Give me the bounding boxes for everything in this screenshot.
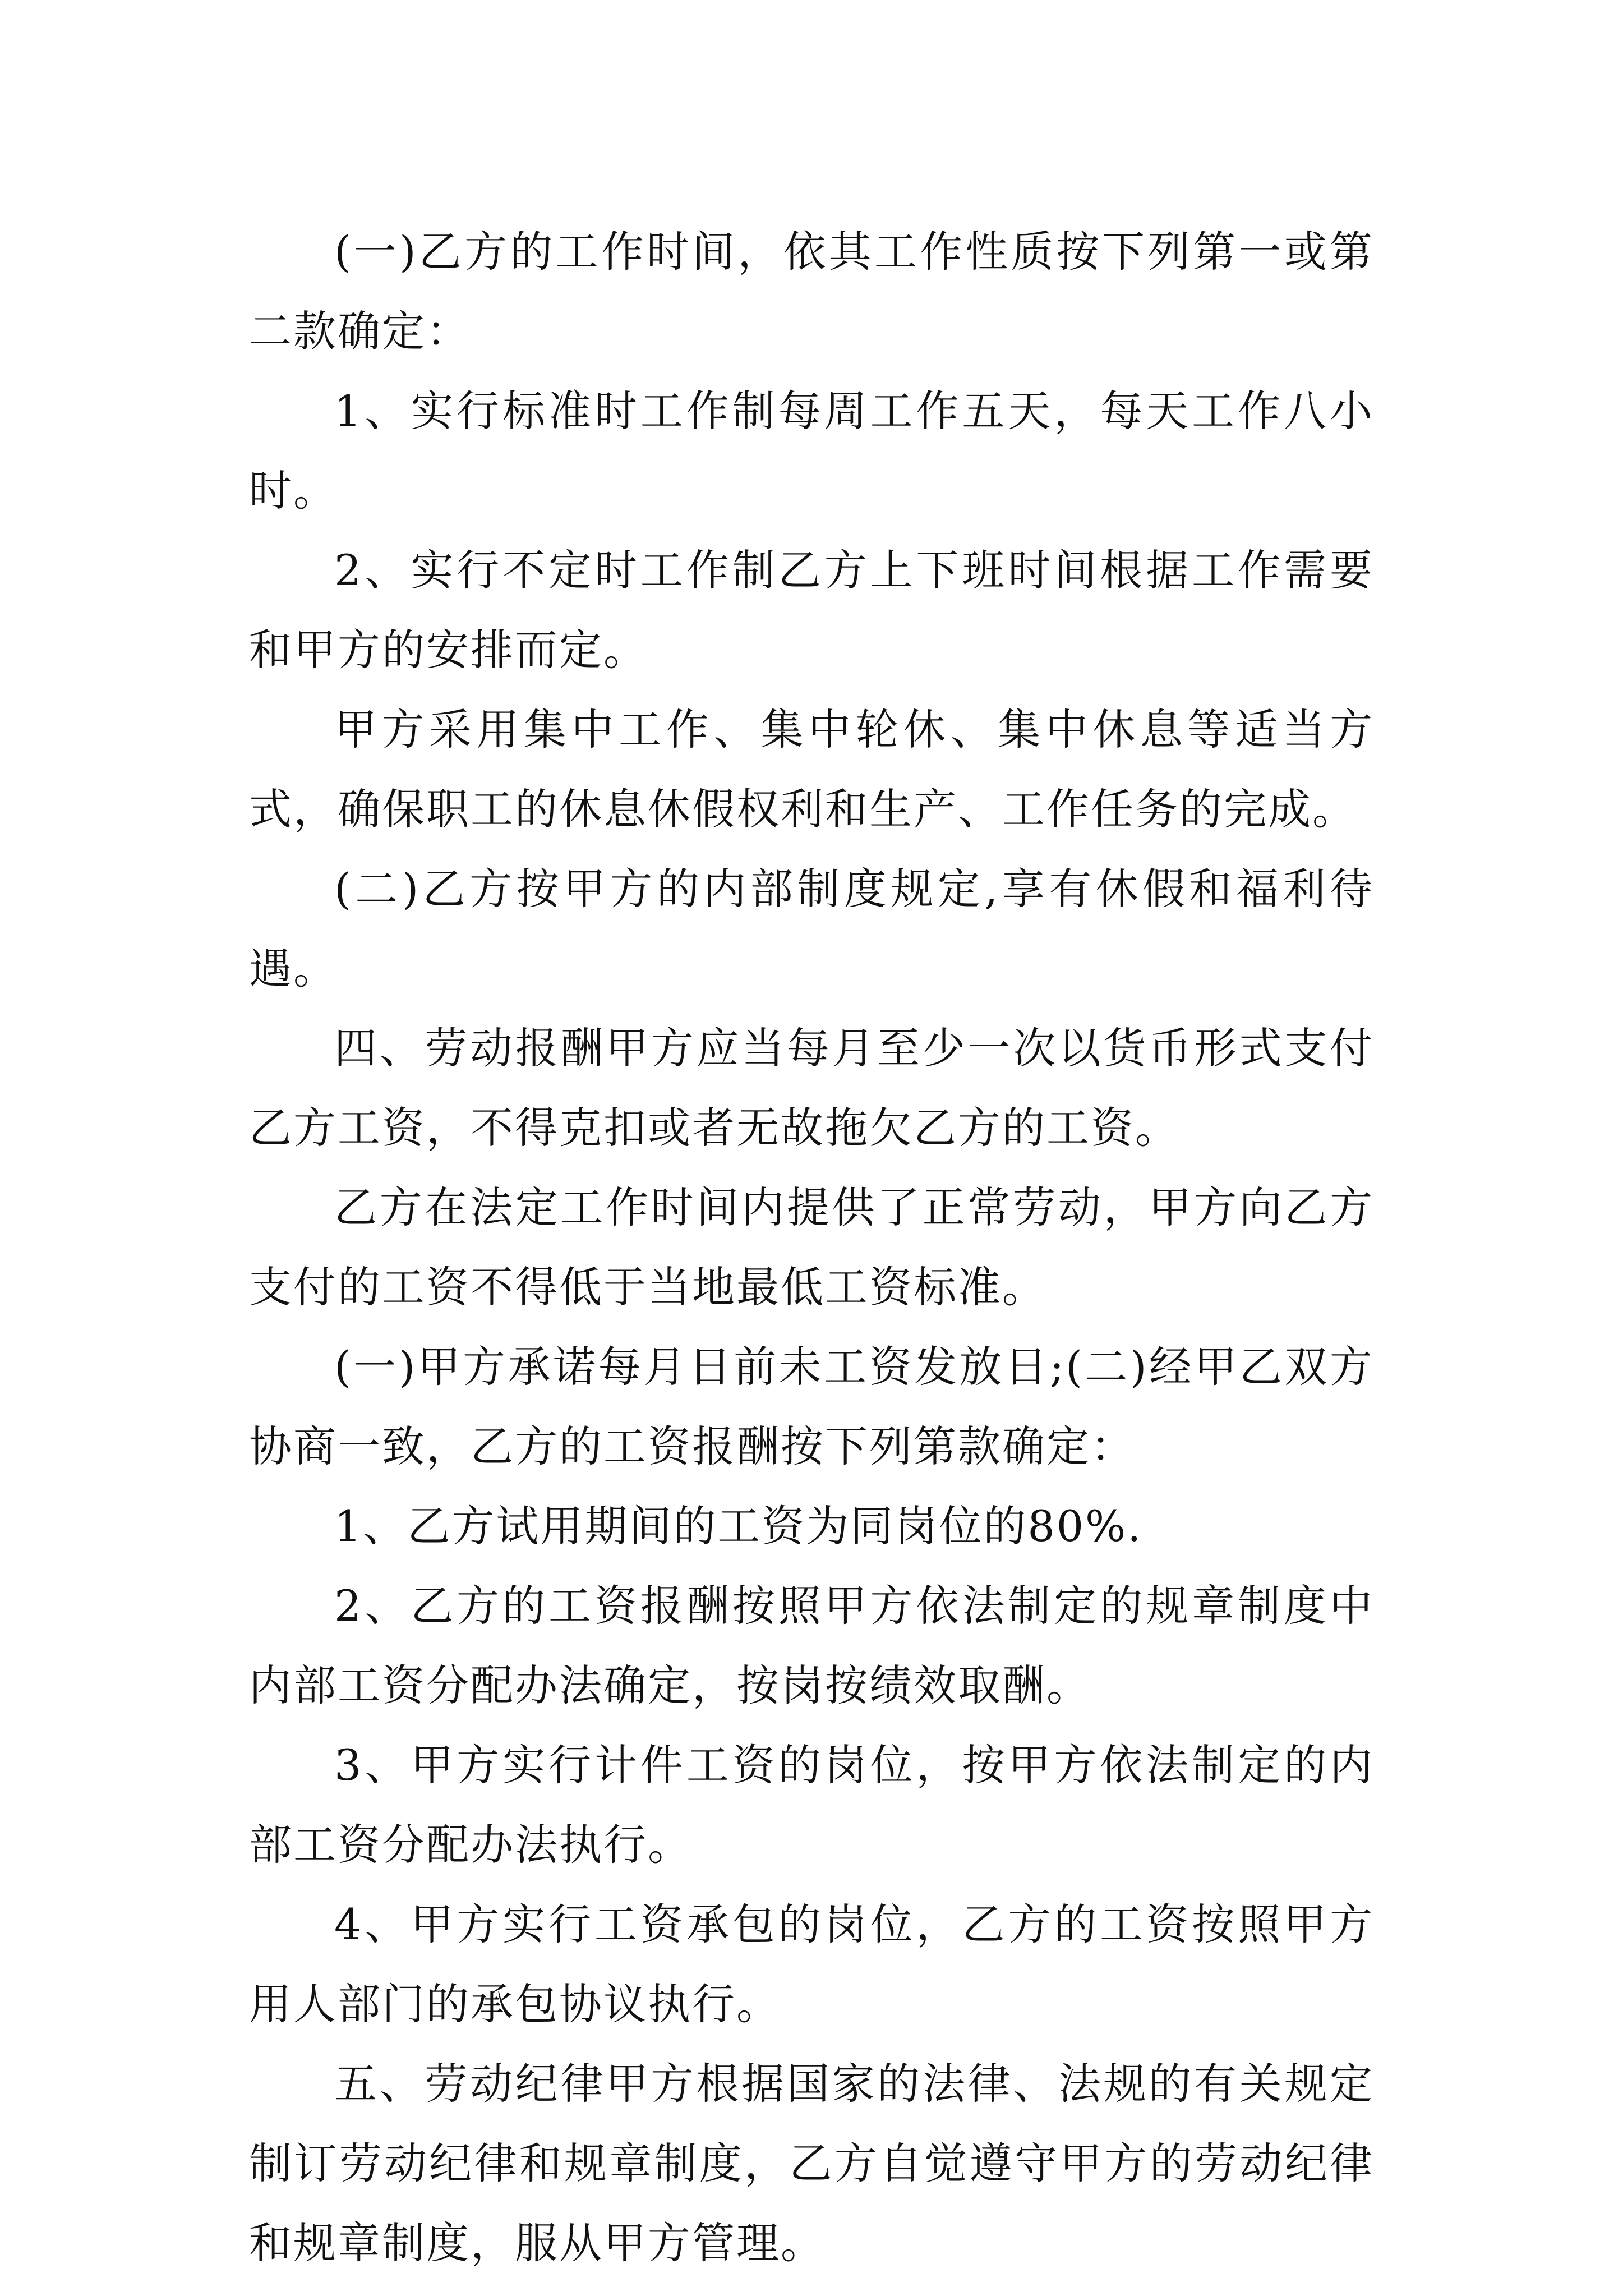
paragraph-labor-discipline: 五、劳动纪律甲方根据国家的法律、法规的有关规定制订劳动纪律和规章制度，乙方自觉遵守甲方的劳动纪律和规章制度，服从甲方管理。 [249, 2059, 1374, 2268]
paragraph-working-hours: (一)乙方的工作时间，依其工作性质按下列第一或第二款确定： [249, 227, 1374, 356]
paragraph-labor-remuneration: 四、劳动报酬甲方应当每月至少一次以货币形式支付乙方工资，不得克扣或者无故拖欠乙方的工资。 [249, 1023, 1374, 1153]
paragraph-flexible-hours: 2、实行不定时工作制乙方上下班时间根据工作需要和甲方的安排而定。 [249, 545, 1374, 675]
paragraph-leave-benefits: (二)乙方按甲方的内部制度规定,享有休假和福利待遇。 [249, 864, 1374, 993]
document-body [249, 212, 1374, 2283]
paragraph-pay-date: (一)甲方承诺每月日前未工资发放日;(二)经甲乙双方协商一致，乙方的工资报酬按下列第款确定： [249, 1342, 1374, 1471]
paragraph-standard-hours: 1、实行标准时工作制每周工作五天，每天工作八小时。 [249, 386, 1374, 516]
paragraph-minimum-wage: 乙方在法定工作时间内提供了正常劳动，甲方向乙方支付的工资不得低于当地最低工资标准。 [249, 1182, 1374, 1312]
paragraph-contract-pay: 4、甲方实行工资承包的岗位，乙方的工资按照甲方用人部门的承包协议执行。 [249, 1899, 1374, 2029]
paragraph-pay-rules: 2、乙方的工资报酬按照甲方依法制定的规章制度中内部工资分配办法确定，按岗按绩效取酬。 [249, 1581, 1374, 1710]
paragraph-probation-pay: 1、乙方试用期间的工资为同岗位的80%. [334, 1501, 1143, 1551]
paragraph-piecework-pay: 3、甲方实行计件工资的岗位，按甲方依法制定的内部工资分配办法执行。 [249, 1740, 1374, 1870]
paragraph-rest-arrangement: 甲方采用集中工作、集中轮休、集中休息等适当方式，确保职工的休息休假权利和生产、工作任务的完成。 [249, 705, 1374, 834]
